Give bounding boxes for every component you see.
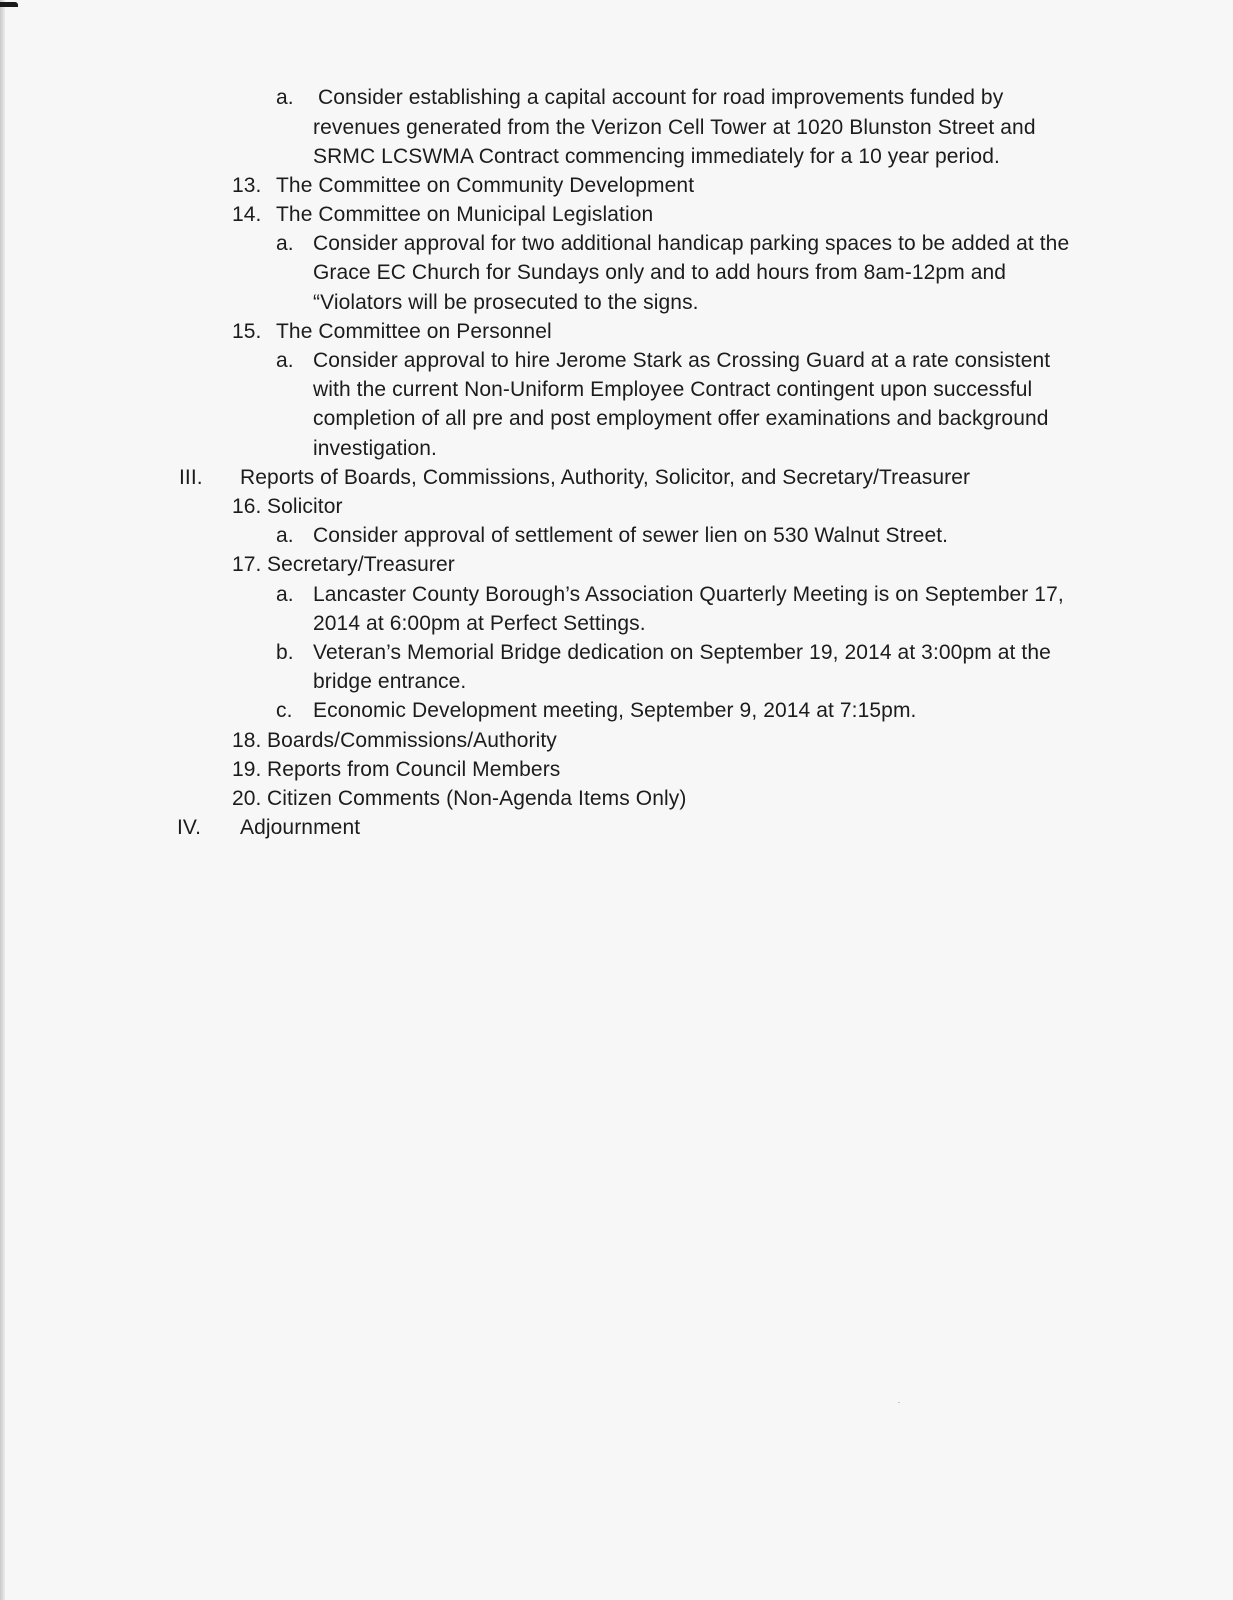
item-text: Solicitor: [267, 495, 343, 518]
subitem-marker: c.: [276, 699, 293, 722]
item-text: The Committee on Personnel: [276, 320, 552, 343]
subitem-text-line: “Violators will be prosecuted to the signs.: [313, 291, 699, 314]
item-text: Boards/Commissions/Authority: [267, 729, 557, 752]
item-number: 17.: [232, 553, 262, 576]
subitem-text-line: Consider approval for two additional handicap parking spaces to be added at the: [313, 232, 1070, 255]
subitem-text-line: 2014 at 6:00pm at Perfect Settings.: [313, 612, 646, 635]
item-number: 14.: [232, 203, 262, 226]
subitem-text-line: bridge entrance.: [313, 670, 467, 693]
item-text: Reports from Council Members: [267, 758, 561, 781]
scan-speck: [898, 1402, 900, 1403]
subitem-text-line: with the current Non-Uniform Employee Contract contingent upon successful: [313, 378, 1033, 401]
item-number: 20.: [232, 787, 262, 810]
subitem-marker: a.: [276, 349, 294, 372]
item-number: 18.: [232, 729, 262, 752]
subitem-text-line: Consider approval of settlement of sewer lien on 530 Walnut Street.: [313, 524, 949, 547]
subitem-text-line: investigation.: [313, 437, 437, 460]
scan-corner-mark: [0, 2, 18, 7]
subitem-marker: a.: [276, 583, 294, 606]
subitem-marker: a.: [276, 524, 294, 547]
item-number: 19.: [232, 758, 262, 781]
subitem-text-line: Consider approval to hire Jerome Stark as Crossing Guard at a rate consistent: [313, 349, 1051, 372]
item-text: Citizen Comments (Non-Agenda Items Only): [267, 787, 687, 810]
section-title: Adjournment: [240, 816, 361, 839]
item-number: 15.: [232, 320, 262, 343]
item-number: 16.: [232, 495, 262, 518]
subitem-text-line: Veteran’s Memorial Bridge dedication on September 19, 2014 at 3:00pm at the: [313, 641, 1051, 664]
subitem-marker: b.: [276, 641, 294, 664]
item-number: 13.: [232, 174, 262, 197]
section-numeral: III.: [179, 466, 203, 489]
subitem-text-line: Economic Development meeting, September 9, 2014 at 7:15pm.: [313, 699, 917, 722]
section-numeral: IV.: [177, 816, 202, 839]
subitem-text-line: SRMC LCSWMA Contract commencing immediately for a 10 year period.: [313, 145, 1000, 168]
subitem-text-line: completion of all pre and post employment offer examinations and background: [313, 407, 1049, 430]
subitem-text-line: revenues generated from the Verizon Cell Tower at 1020 Blunston Street and: [313, 116, 1036, 139]
item-text: The Committee on Community Development: [276, 174, 695, 197]
scan-edge: [0, 0, 5, 1600]
subitem-text-line: Consider establishing a capital account for road improvements funded by: [318, 86, 1004, 109]
subitem-marker: a.: [276, 232, 294, 255]
item-text: The Committee on Municipal Legislation: [276, 203, 654, 226]
subitem-marker: a.: [276, 86, 294, 109]
subitem-text-line: Grace EC Church for Sundays only and to add hours from 8am-12pm and: [313, 261, 1007, 284]
section-title: Reports of Boards, Commissions, Authority, Solicitor, and Secretary/Treasurer: [240, 466, 971, 489]
subitem-text-line: Lancaster County Borough’s Association Quarterly Meeting is on September 17,: [313, 583, 1064, 606]
item-text: Secretary/Treasurer: [267, 553, 455, 576]
